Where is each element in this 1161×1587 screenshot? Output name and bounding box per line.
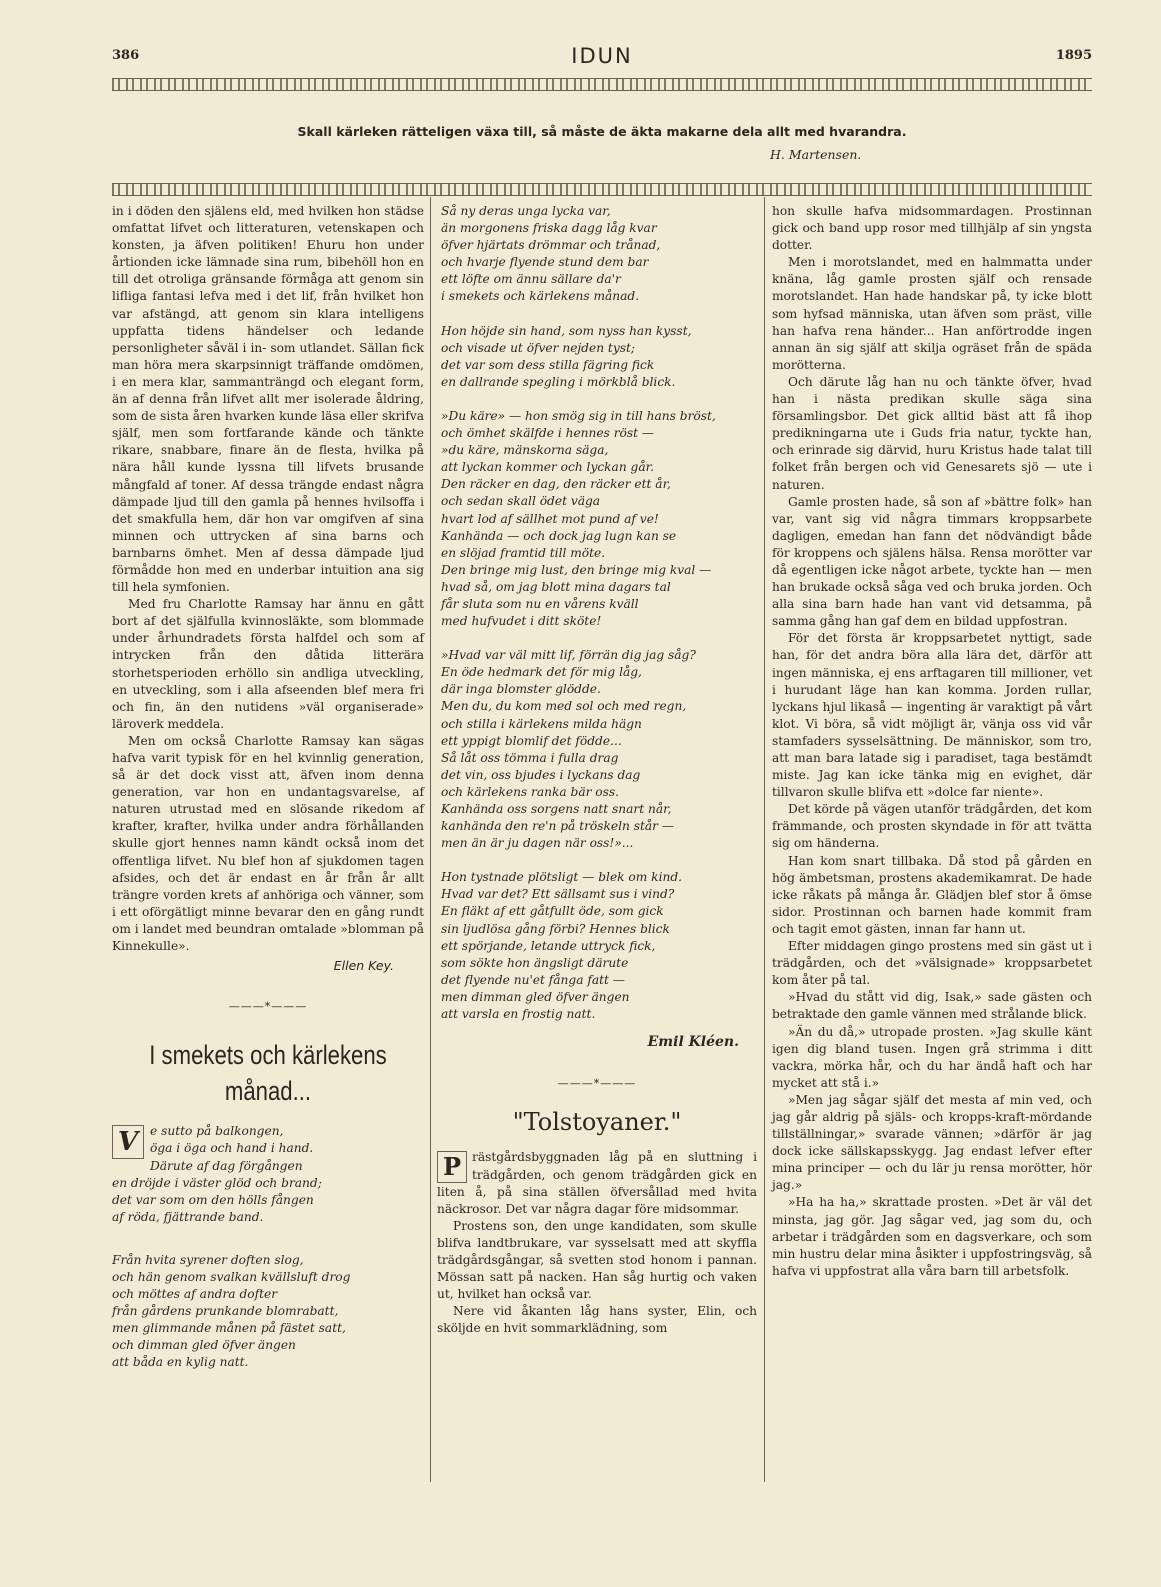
poem-stanza <box>112 1252 424 1372</box>
poem-line: och kärlekens ranka bär oss. <box>441 784 620 799</box>
poem-line: Hvad var det? Ett sällsamt sus i vind? <box>441 887 675 902</box>
poem-line: »Hvad var väl mitt lif, förrän dig jag såg? <box>441 648 696 663</box>
section-divider: ———*——— <box>228 1000 308 1014</box>
poem-line: Kanhända oss sorgens natt snart når, <box>441 802 672 816</box>
poem-line: och möttes af andra dofter <box>112 1287 278 1302</box>
story-paragraph: Nere vid åkanten låg hans syster, Elin, och sköljde en hvit sommarklädning, som <box>437 1304 757 1336</box>
poem-line: en dröjde i väster glöd och brand; <box>112 1175 322 1190</box>
poem-stanza <box>437 408 757 630</box>
poem-line: Den räcker en dag, den räcker ett år, <box>441 477 671 492</box>
poem-line: Från hvita syrener doften slog, <box>112 1252 304 1267</box>
poem-line: ett löfte om ännu sällare da'r <box>441 272 621 287</box>
poem-line: det var som om den hölls fången <box>112 1192 314 1207</box>
poem-line: en slöjad framtid till möte. <box>441 545 606 560</box>
poem-line: sin ljudlösa gång förbi? Hennes blick <box>441 921 670 936</box>
poem-line: att varsla en frostig natt. <box>441 1007 596 1022</box>
story-paragraph: Prostens son, den unge kandidaten, som skulle blifva landtbrukare, var sysselsatt med att skyffla trädgårdsgångar, så svetten stod honom i pannan. Mössan satt på nacken. Han såg hurtig och vaken ut, hvilket han också var. <box>437 1218 757 1302</box>
poem-signature: Emil Kléen. <box>647 1034 739 1051</box>
poem-line: Därute af dag förgången <box>150 1158 303 1173</box>
poem-line: ett spörjande, letande uttryck fick, <box>441 938 656 953</box>
poem-line: hvad så, om jag blott mina dagars tal <box>441 579 671 594</box>
poem-line: Hon höjde sin hand, som nyss han kysst, <box>441 323 692 338</box>
essay-signature: Ellen Key. <box>333 958 394 974</box>
poem-line: En fläkt af ett gåtfullt öde, som gick <box>441 904 664 919</box>
poem-line: af röda, fjättrande band. <box>112 1209 264 1224</box>
poem-stanza <box>437 869 757 1023</box>
story-paragraph: Det körde på vägen utanför trädgården, det kom främmande, och prosten skyndade in för att tvätta sig om händerna. <box>772 802 1092 851</box>
poem-line: Den bringe mig lust, den bringe mig kval — <box>441 562 712 577</box>
ornament-border-middle <box>112 183 1092 196</box>
poem-line: det flyende nu'et fånga fatt — <box>441 972 625 987</box>
story-title: "Tolstoyaner." <box>512 1108 682 1137</box>
story-paragraph: Gamle prosten hade, så son af »bättre folk» han var, vant sig vid några timmars kroppsarbete dagligen, emedan han fann det nödvändigt både för kroppens och själens hälsa. Rensa morötter var då egentligen icke något arbete, tyckte han — men han brukade också såga ved och bruka jorden. Och alla sina barn hade han vant vid detsamma, på samma gång han gaf dem en bildad uppfostran. <box>772 494 1092 629</box>
column-1 <box>112 203 424 1391</box>
poem-line: där inga blomster glödde. <box>441 682 601 697</box>
motto: Skall kärleken rätteligen växa till, så måste de äkta makarne dela allt med hvarandra. <box>297 124 907 139</box>
motto-author: H. Martensen. <box>770 147 862 162</box>
journal-title: IDUN <box>571 44 633 68</box>
poem-line: »Du käre» — hon smög sig in till hans bröst, <box>441 408 716 423</box>
essay-paragraph: Med fru Charlotte Ramsay har ännu en gått bort af det själfulla kvinnosläkte, som blommade under århundradets första halfdel och som af intrycken från den dåtida litterära storhetsperioden erhöllo sin andliga utveckling, en utveckling, som i alla afseenden blef mera fri och fin, än den nutidens »väl organiserade» läroverk meddela. <box>112 597 424 731</box>
poem-line: och dimman gled öfver ängen <box>112 1338 296 1353</box>
poem-line: Kanhända — och dock jag lugn kan se <box>441 528 677 543</box>
poem-line: Så låt oss tömma i fulla drag <box>441 750 619 765</box>
poem-line: e sutto på balkongen, <box>150 1124 284 1139</box>
poem-stanza <box>437 323 757 391</box>
poem-line: än morgonens friska dagg låg kvar <box>441 221 657 236</box>
poem-line: och ömhet skälfde i hennes röst — <box>441 426 655 441</box>
story-paragraph: Och därute låg han nu och tänkte öfver, hvad han i nästa predikan skulle säga sina församlingsbor. Det gick alltid bäst att få ihop predikningarna ute i Guds fria natur, tyckte han, och erinrade sig därvid, huru Kristus hade talat till folket från bergen och vid Genesarets sjö — ute i naturen. <box>772 374 1092 492</box>
page-number: 386 <box>112 48 140 63</box>
poem-line: Hon tystnade plötsligt — blek om kind. <box>441 870 682 885</box>
ornament-border-top <box>112 78 1092 91</box>
story-paragraph: Han kom snart tillbaka. Då stod på gården en hög ämbetsman, prostens akademikamrat. De hade icke råkats på många år. Glädjen blef stor å ömse sidor. Prostinnan och barnen hade kommit fram och tagit emot gästen, innan far hann ut. <box>772 853 1092 936</box>
poem-line: men glimmande månen på fästet satt, <box>112 1321 346 1336</box>
story-paragraph: »Hvad du stått vid dig, Isak,» sade gästen och betraktade den gamle vännen med strålande blick. <box>772 990 1092 1022</box>
story-paragraph: Efter middagen gingo prostens med sin gäst ut i trädgården, och det »välsignade» kroppsarbetet kom åter på tal. <box>772 939 1092 988</box>
story-paragraph: »Än du då,» utropade prosten. »Jag skulle känt igen dig bland tusen. Ingen grå strimma i ditt vackra, mörka hår, och du har ändå haft och har mycket att stå i.» <box>772 1024 1092 1090</box>
poem-line: men dimman gled öfver ängen <box>441 989 630 1004</box>
poem-line: hvart lod af sällhet mot pund af ve! <box>441 511 659 526</box>
poem-line: Så ny deras unga lycka var, <box>441 204 611 218</box>
poem-line: att båda en kylig natt. <box>112 1355 249 1370</box>
poem-continuation <box>437 203 757 1023</box>
poem-line: Men du, du kom med sol och med regn, <box>441 699 687 714</box>
poem-line: men än är ju dagen när oss!»... <box>441 836 634 851</box>
story-paragraph: hon skulle hafva midsommardagen. Prostinnan gick och band upp rosor med tillhjälp af sin yngsta dotter. <box>772 204 1092 253</box>
poem-line: ett yppigt blomlif det födde... <box>441 733 622 748</box>
story-paragraph: Men i morotslandet, med en halmmatta under knäna, låg gamle prosten själf och rensade morotslandet. Han hade handskar på, ty icke blott som hyfsad människa, utan äfven som präst, ville han hafva rena händer... Han anförtrodde ingen annan än sig själf att skilja ogräset från de späda morötterna. <box>772 255 1092 372</box>
poem-line: och stilla i kärlekens milda hägn <box>441 716 642 731</box>
poem-title: I smekets och kärlekens <box>149 1040 387 1071</box>
poem-line: och sedan skall ödet väga <box>441 494 601 509</box>
poem-line: och visade ut öfver nejden tyst; <box>441 340 635 355</box>
story-paragraph: »Ha ha ha,» skrattade prosten. »Det är väl det minsta, jag gör. Jag sågar ved, jag som du, och arbetar i trädgården som en dagsverkare, och som min hustru delar mina åsikter i uppfostringsväg, så hafva vi uppfostrat alla våra barn till arbetsfolk. <box>772 1195 1092 1278</box>
poem-line: det var som dess stilla fägring fick <box>441 357 655 372</box>
poem-line: kanhända den re'n på tröskeln står — <box>441 819 675 834</box>
year: 1895 <box>1055 48 1092 63</box>
poem-stanza <box>112 1123 424 1226</box>
poem-line: att lyckan kommer och lyckan går. <box>441 460 654 475</box>
poem-title-continued: månad... <box>224 1076 312 1107</box>
poem-line: »du käre, mänskorna säga, <box>441 443 609 458</box>
essay-paragraph: Men om också Charlotte Ramsay kan sägas hafva varit typisk för en hel kvinnlig generation, så är det dock visst att, äfven inom denna generation, var hon en undantagsvarelse, af naturen utrustad med en slösande rikedom af krafter, krafter, hvilka under andra förhållanden skulle gjort hennes namn kändt också inom det offentliga lifvet. Nu blef hon af sjukdomen tagen afsides, och det är endast en år från år allt trängre vorden krets af anhöriga och vänner, som i ett oförgätligt minne bevarar den en gång rundt om i landet med beundran omtalade »blomman på Kinnekulle». <box>112 733 424 954</box>
column-3 <box>772 203 1092 1280</box>
drop-cap: V <box>112 1125 144 1159</box>
poem-line: öfver hjärtats drömmar och trånad, <box>441 238 661 253</box>
poem-line: som sökte hon ängsligt därute <box>441 955 629 970</box>
section-divider: ———*——— <box>557 1077 637 1091</box>
poem-line: från gårdens prunkande blomrabatt, <box>112 1304 339 1319</box>
story-paragraph: P rästgårdsbyggnaden låg på en sluttning i trädgården, och genom trädgården gick en liten å, på sina ställen öfversållad med hvita näckrosor. Det var några dagar före midsommar. <box>437 1150 757 1216</box>
poem-line: en dallrande spegling i mörkblå blick. <box>441 374 676 389</box>
poem-line: med hufvudet i ditt sköte! <box>441 614 602 629</box>
poem-line: det vin, oss bjudes i lyckans dag <box>441 767 641 782</box>
essay-paragraph: in i döden den själens eld, med hvilken hon städse omfattat lifvet och litteraturen, vetenskapen och konsten, ja äfven politiken! Ehuru hon under årtionden icke lämnade sina rum, bibehöll hon en till det otroliga gränsande förmåga att genom sin lifliga fantasi lefva med i det lif, från hvilket hon var afstängd, att genom sin klara intelligens uppfatta tidens händelser och ledande personligheter såväl i in- som utlandet. Sällan fick man höra mera skarpsinnigt träffande omdömen, i en mera klar, sammanträngd och elegant form, än af denna från lifvet allt mer isolerade åldring, som de sista åren hvarken kunde läsa eller skrifva själf, men som fortfarande kände och tänkte rikare, snabbare, finare än de flesta, hvilka på nära håll kunde lyssna till lifvets brusande mångfald af toner. Af dessa trängde endast några dämpade ljud till den gamla på hennes hvilsoffa i det smakfulla hem, där hon var omgifven af sina minnen och uttrycken af sina barns och barnbarns ömhet. Men af dessa dämpade ljud förmådde hon med en underbar intuition ana sig till hela symfonien. <box>112 204 424 595</box>
poem-line: och hän genom svalkan kvällsluft drog <box>112 1269 351 1284</box>
poem-stanza <box>437 203 757 306</box>
story-paragraph: För det första är kroppsarbetet nyttigt, sade han, för det andra böra alla lära det, därför att ingen människa, ej ens arftagaren till millioner, vet i hurudant läge han kan komma. Jorden rullar, lyckans hjul likaså — ingenting är varaktigt på vårt klot. Vi böra, så vidt möjligt är, vänja oss vid vår stamfaders sysselsättning. De människor, som tro, att man bara latade sig i paradiset, taga bestämdt miste. Jag kan icke tänka mig en evighet, där tillvaron skulle blifva ett »dolce far niente». <box>772 631 1092 800</box>
column-rule <box>430 197 431 1482</box>
poem-line: och hvarje flyende stund dem bar <box>441 255 649 270</box>
poem-line: i smekets och kärlekens månad. <box>441 289 640 304</box>
poem-line: får sluta som nu en vårens kväll <box>441 596 639 611</box>
poem-line: öga i öga och hand i hand. <box>150 1141 314 1156</box>
page-header <box>112 44 1092 68</box>
drop-cap: P <box>437 1151 467 1183</box>
column-rule <box>764 197 765 1482</box>
story-paragraph: »Men jag sågar själf det mesta af min ved, och jag går aldrig på själs- och kropps-kraft-mördande tillställningar,» svarade vännen; »därför är jag dock icke sällskapsskygg. Jag endast lefver efter mina principer — och du lär ju rensa morötter, hör jag.» <box>772 1092 1092 1193</box>
poem-line: En öde hedmark det för mig låg, <box>441 665 642 680</box>
poem-stanza <box>437 647 757 852</box>
column-2 <box>437 203 757 1337</box>
